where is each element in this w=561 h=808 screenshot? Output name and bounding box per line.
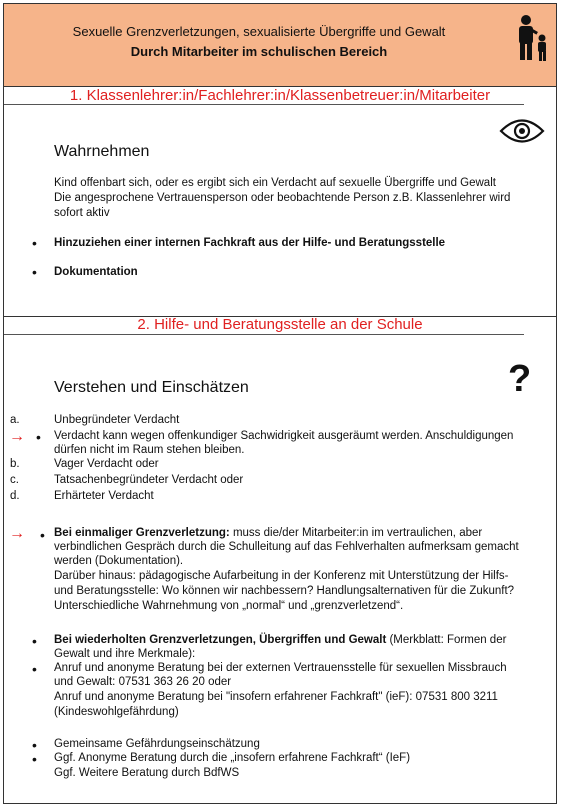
repeated-b2-line2: und Gewalt: 07531 363 26 20 oder	[54, 676, 232, 688]
repeated-line2: Gewalt und ihre Merkmale):	[54, 648, 196, 660]
bullet-dot: •	[32, 737, 37, 753]
once-line3: werden (Dokumentation).	[54, 555, 184, 567]
final-bullet2: Ggf. Anonyme Beratung durch die „insofern erfahrene Fachkraft“ (IeF)	[54, 752, 411, 764]
section1-title: 1. Klassenlehrer:in/Fachlehrer:in/Klassenbetreuer:in/Mitarbeiter	[69, 87, 491, 104]
once-line4: Darüber hinaus: pädagogische Aufarbeitung in der Konferenz mit Unterstützung der Hilfs-	[54, 570, 509, 582]
parent-child-icon	[514, 14, 550, 64]
once-line1	[54, 526, 482, 541]
header-title-line1: Sexuelle Grenzverletzungen, sexualisierte Übergriffe und Gewalt	[72, 24, 446, 39]
bullet-dot: •	[32, 235, 37, 251]
list-item-b: Vager Verdacht oder	[54, 458, 159, 470]
red-arrow: →	[9, 525, 25, 542]
question-mark-icon: ?	[508, 358, 532, 400]
list-label-d: d.	[10, 490, 20, 502]
bullet-dot: •	[32, 661, 37, 677]
section2-heading: Verstehen und Einschätzen	[54, 379, 249, 396]
final-bullet1: Gemeinsame Gefährdungseinschätzung	[54, 738, 260, 750]
section2-title: 2. Hilfe- und Beratungsstelle an der Schule	[137, 316, 423, 333]
list-item-a-bullet-line2: dürfen nicht im Raum stehen bleiben.	[54, 444, 245, 456]
section1-para-line3: sofort aktiv	[54, 207, 110, 219]
repeated-line1	[54, 633, 506, 648]
list-label-a: a.	[10, 414, 20, 426]
list-item-d: Erhärteter Verdacht	[54, 490, 154, 502]
list-item-c: Tatsachenbegründeter Verdacht oder	[54, 474, 244, 486]
section1-para-line1: Kind offenbart sich, oder es ergibt sich ein Verdacht auf sexuelle Übergriffe und Gewalt	[54, 177, 496, 189]
section1-bullet1: Hinzuziehen einer internen Fachkraft aus der Hilfe- und Beratungsstelle	[54, 237, 446, 249]
bullet-dot: •	[32, 633, 37, 649]
list-label-b: b.	[10, 458, 20, 470]
repeated-b2-line3: Anruf und anonyme Beratung bei "insofern erfahrener Fachkraft" (ieF): 07531 800 3211	[54, 691, 498, 703]
bullet-dot: •	[36, 429, 41, 445]
once-bold: Bei einmaliger Grenzverletzung:	[54, 527, 230, 539]
header	[4, 4, 556, 87]
repeated-rest: (Merkblatt: Formen der	[386, 634, 507, 646]
list-item-a: Unbegründeter Verdacht	[54, 414, 180, 426]
bullet-dot: •	[40, 527, 45, 543]
section1-para-line2: Die angesprochene Vertrauensperson oder beobachtende Person z.B. Klassenlehrer wird	[54, 192, 511, 204]
list-item-a-bullet-line1: Verdacht kann wegen offenkundiger Sachwidrigkeit ausgeräumt werden. Anschuldigungen	[54, 430, 514, 442]
section1-heading: Wahrnehmen	[54, 143, 150, 160]
repeated-b2-line4: (Kindeswohlgefährdung)	[54, 706, 179, 718]
once-line6: Unterschiedliche Wahrnehmung von „normal“ und „grenzverletzend“.	[54, 600, 404, 612]
list-label-c: c.	[10, 474, 19, 486]
red-arrow: →	[9, 428, 25, 445]
once-line5: und Beratungsstelle: Wo können wir nachbessern? Handlungsalternativen für die Zukunft?	[54, 585, 515, 597]
divider	[4, 104, 524, 105]
bullet-dot: •	[32, 751, 37, 767]
repeated-bold: Bei wiederholten Grenzverletzungen, Übergriffen und Gewalt	[54, 634, 387, 646]
header-title-line2: Durch Mitarbeiter im schulischen Bereich	[130, 44, 388, 59]
final-bullet2-line2: Ggf. Weitere Beratung durch BdfWS	[54, 767, 240, 779]
section1-bullet2: Dokumentation	[54, 266, 138, 278]
once-line2: verbindlichen Gespräch durch die Schulleitung auf das Fehlverhalten aufmerksam gemacht	[54, 541, 519, 553]
once-line1-rest: muss die/der Mitarbeiter:in im vertraulichen, aber	[229, 527, 483, 539]
repeated-b2-line1: Anruf und anonyme Beratung bei der externen Vertrauensstelle für sexuellen Missbrauch	[54, 662, 507, 674]
divider	[4, 334, 524, 335]
eye-icon	[498, 116, 546, 146]
bullet-dot: •	[32, 264, 37, 280]
